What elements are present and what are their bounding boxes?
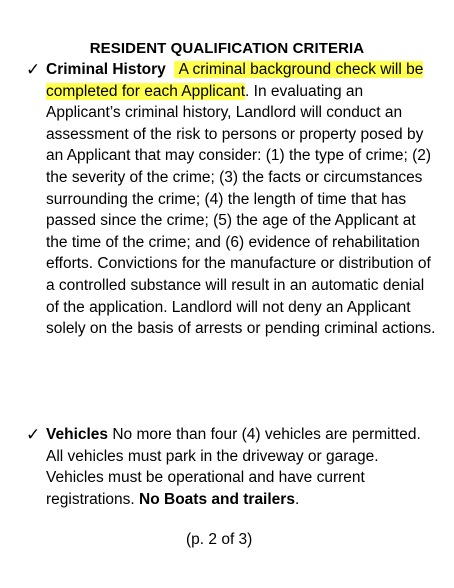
background-check-highlight: A criminal background check will be completed for each Applicant — [46, 61, 424, 100]
criminal-history-body: In evaluating an Applicant’s criminal history, Landlord will conduct an assessment of the risk to persons or property posed by an Applicant that may consider: (1) the type of crime; (2) the severity of the crime; (3) the facts or circumstances surrounding the crime; (4) the length of time that has passed since the crime; (5) the age of the Applicant at the time of the crime; and (6) evidence of rehabilitation efforts. Convictions for the manufacture or distribution of a controlled substance will result in an automatic denial of the application. Landlord will not deny an Applicant solely on the basis of arrests or pending criminal actions. — [46, 82, 436, 338]
page-number: (p. 2 of 3) — [186, 531, 253, 548]
document-title: RESIDENT QUALIFICATION CRITERIA — [89, 40, 365, 57]
criminal-history-heading: Criminal History — [46, 61, 166, 78]
check-mark-icon: ✓ — [26, 60, 41, 79]
vehicles-body: No more than four (4) vehicles are permitted. All vehicles must park in the driveway or garage. Vehicles must be operational and have current registrations. — [46, 426, 421, 508]
vehicles-heading: Vehicles — [46, 426, 109, 443]
no-boats-emphasis: No Boats and trailers — [139, 490, 295, 508]
check-mark-icon: ✓ — [26, 425, 41, 444]
vehicles-section — [26, 424, 436, 510]
criminal-history-section — [26, 59, 436, 340]
vehicles-text: Vehicles No more than four (4) vehicles are permitted. All vehicles must park in the driveway or garage. Vehicles must be operational and have current registrations. No Boats and trailers. — [46, 426, 421, 508]
criminal-history-text: Criminal History A criminal background check will be completed for each Applicant. In evaluating an Applicant’s criminal history, Landlord will conduct an assessment of the risk to persons or property posed by an Applicant that may consider: (1) the type of crime; (2) the severity of the crime; (3) the facts or circumstances surrounding the crime; (4) the length of time that has passed since the crime; (5) the age of the Applicant at the time of the crime; and (6) evidence of rehabilitation efforts. Convictions for the manufacture or distribution of a controlled substance will result in an automatic denial of the application. Landlord will not deny an Applicant solely on the basis of arrests or pending criminal actions. — [46, 61, 436, 338]
